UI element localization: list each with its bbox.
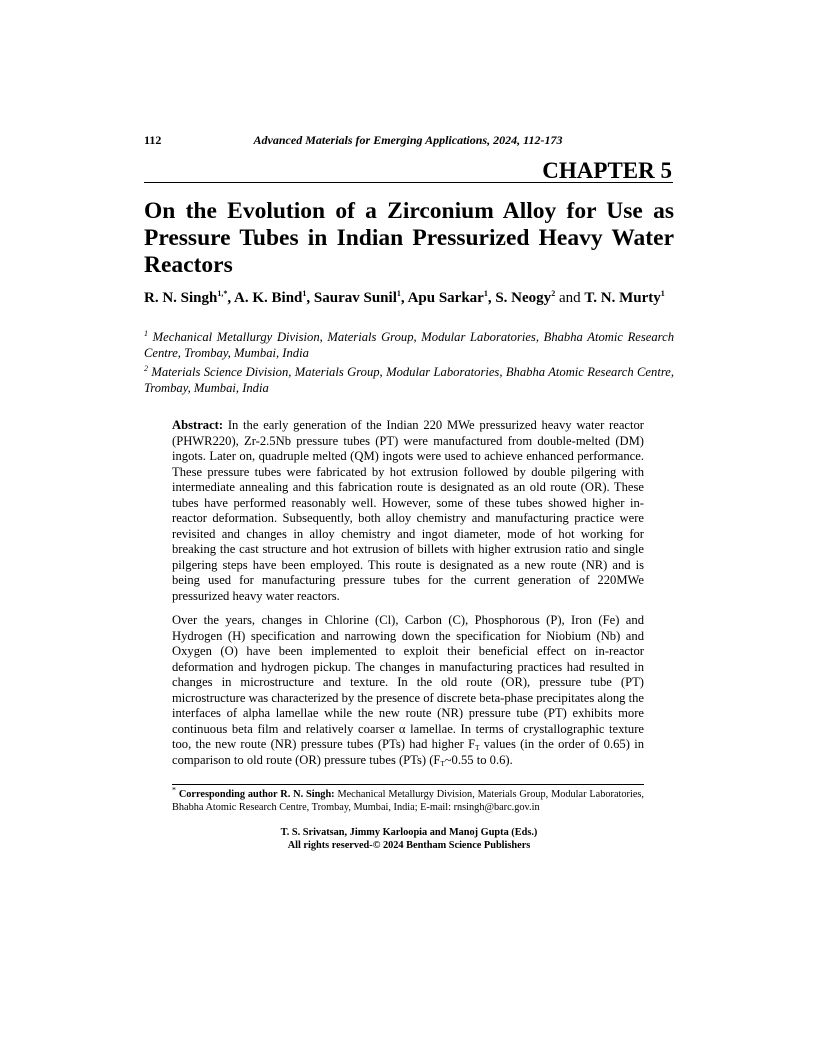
chapter-title: On the Evolution of a Zirconium Alloy for Use as Pressure Tubes in Indian Pressurized Heavy Water Reactors (144, 198, 674, 278)
editors-line: T. S. Srivatsan, Jimmy Karloopia and Manoj Gupta (Eds.) (280, 827, 538, 838)
author-affil-sup: 1 (302, 289, 307, 298)
rights-line: All rights reserved-© 2024 Bentham Science Publishers (287, 840, 531, 851)
abstract-paragraph-2: Over the years, changes in Chlorine (Cl), Carbon (C), Phosphorous (P), Iron (Fe) and Hydrogen (H) specification and narrowing down the specification for Niobium (Nb) and Oxygen (O) have been implemented to exploit their beneficial effect on in-reactor deformation and hydrogen pickup. The changes in manufacturing practices had resulted in changes in microstructure and texture. In the old route (OR), pressure tube (PT) microstructure was characterized by the presence of discrete beta-phase precipitates along the interfaces of alpha lamellae while the new route (NR) pressure tube (PT) exhibits more continuous beta film and relatively coarser α lamellae. In terms of crystallographic texture too, the new route (NR) pressure tubes (PTs) had higher $F_T$ values (in the order of 0.65) in comparison to old route (OR) pressure tubes (PTs) ($F_T\sim 0.55$ to 0.6). (172, 613, 644, 768)
abstract-paragraph-1: Abstract: In the early generation of the Indian 220 MWe pressurized heavy water reactor (PHWR220), Zr-2.5Nb pressure tubes (PT) were manufactured from double-melted (DM) ingots. Later on, quadruple melted (QM) ingots were used to achieve enhanced performance. These pressure tubes were fabricated by hot extrusion followed by double pilgering with intermediate annealing and this fabrication route is designated as an old route (OR). These tubes have performed reasonably well. However, some of these tubes showed higher in-reactor deformation. Subsequently, both alloy chemistry and manufacturing practice were revisited and changes in alloy chemistry and ingot diameter, mode of hot working for breaking the cast structure and hot extrusion of billets with higher extrusion ratio and single pilgering steps have been employed. This route is designated as a new route (NR) and is being used for manufacturing pressure tubes for the current generation of 220MWe pressurized heavy water reactors. (172, 418, 644, 603)
publisher-credits (144, 826, 674, 852)
affiliation-2: $^2$ Materials Science Division, Materials Group, Modular Laboratories, Bhabha Atomic Research Centre, Trombay, Mumbai, India (144, 363, 674, 395)
author-name: S. Neogy (495, 290, 552, 306)
author-affil-sup: 1 (483, 289, 488, 298)
running-head (144, 133, 672, 148)
author-name: A. K. Bind (234, 290, 303, 306)
author-affil-sup: 1,* (217, 289, 228, 298)
author-name: Apu Sarkar (407, 290, 484, 306)
affiliation-1: $^1$ Mechanical Metallurgy Division, Materials Group, Modular Laboratories, Bhabha Atomic Research Centre, Trombay, Mumbai, India (144, 328, 674, 360)
footnote-rule (172, 784, 644, 785)
authors-and: and (558, 290, 585, 306)
abstract-label: Abstract: (172, 418, 224, 432)
author-affil-sup: 2 (551, 289, 556, 298)
author-list: R. N. Singh$^{1,*}$, A. K. Bind$^1$, Saurav Sunil$^1$, Apu Sarkar$^1$, S. Neogy$^2$ and T. N. Murty$^1$ (144, 289, 665, 306)
author-name: R. N. Singh (144, 290, 218, 306)
page-number: 112 (144, 133, 162, 147)
corresponding-author-footnote: * Corresponding author R. N. Singh: Mechanical Metallurgy Division, Materials Group, Modular Laboratories, Bhabha Atomic Research Centre, Trombay, Mumbai, India; E-mail: rnsingh@barc.gov.in (172, 785, 644, 813)
chapter-label: CHAPTER 5 (542, 158, 672, 183)
author-name: T. N. Murty (584, 290, 661, 306)
journal-details: , 2024, 112-173 (487, 133, 563, 147)
author-name: Saurav Sunil (313, 290, 397, 306)
author-affil-sup: 1 (660, 289, 665, 298)
chapter-rule (144, 182, 673, 183)
author-affil-sup: 1 (396, 289, 401, 298)
journal-title: Advanced Materials for Emerging Applications (253, 133, 488, 147)
